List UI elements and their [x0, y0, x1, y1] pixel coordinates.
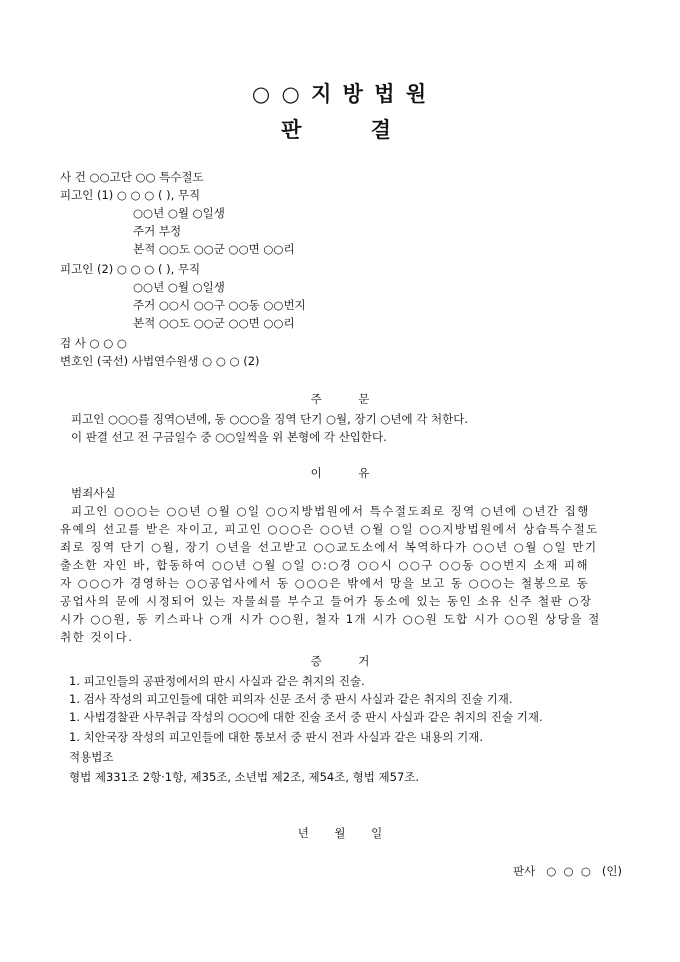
- reasons-heading: 이 유: [310, 466, 370, 480]
- facts-line-4: 출소한 자인 바, 합동하여 ○○년 ○월 ○일 ○:○경 ○○시 ○○구 ○○동 ○○번지 소재 피해: [60, 558, 590, 572]
- evidence-heading: 증 거: [310, 654, 370, 668]
- defendant-1-residence: 주거 부정: [133, 224, 182, 238]
- evidence-item-1: 1. 피고인들의 공판정에서의 판시 사실과 같은 취지의 진술.: [69, 674, 365, 688]
- facts-line-7: 시가 ○○원, 동 키스파나 ○개 시가 ○○원, 철자 1개 시가 ○○원 도합 시가 ○○원 상당을 절: [60, 612, 601, 626]
- judge-signature: 판사 ○ ○ ○ (인): [513, 864, 622, 878]
- facts-line-8: 취한 것이다.: [60, 630, 134, 644]
- judgment-date: 년 월 일: [297, 826, 383, 840]
- facts-line-1: 피고인 ○○○는 ○○년 ○월 ○일 ○○지방법원에서 특수절도죄로 징역 ○년에 ○년간 집행: [71, 504, 590, 518]
- defendant-2-line: 피고인 (2) ○ ○ ○ ( ), 무직: [60, 262, 201, 276]
- defendant-2-residence: 주거 ○○시 ○○구 ○○동 ○○번지: [133, 298, 306, 312]
- evidence-item-3: 1. 사법경찰관 사무취급 작성의 ○○○에 대한 진술 조서 중 판시 사실과 같은 취지의 진술 기재.: [69, 710, 543, 724]
- order-line-1: 피고인 ○○○를 징역○년에, 동 ○○○을 징역 단기 ○월, 장기 ○년에 각 처한다.: [71, 412, 468, 426]
- defendant-2-birth: ○○년 ○월 ○일생: [133, 280, 225, 294]
- evidence-item-2: 1. 검사 작성의 피고인들에 대한 피의자 신문 조서 중 판시 사실과 같은 취지의 진술 기재.: [69, 692, 513, 706]
- document-type: 판 결: [281, 117, 399, 142]
- evidence-item-4: 1. 치안국장 작성의 피고인들에 대한 통보서 중 판시 전과 사실과 같은 내용의 기재.: [69, 730, 483, 744]
- prosecutor-line: 검 사 ○ ○ ○: [60, 336, 127, 350]
- counsel-line: 변호인 (국선) 사법연수원생 ○ ○ ○ (2): [60, 354, 260, 368]
- court-name: ○ ○ 지 방 법 원: [251, 81, 429, 106]
- facts-label: 범죄사실: [71, 486, 116, 500]
- applicable-law-text: 형법 제331조 2항·1항, 제35조, 소년법 제2조, 제54조, 형법 제57조.: [69, 770, 420, 784]
- defendant-1-domicile: 본적 ○○도 ○○군 ○○면 ○○리: [133, 242, 295, 256]
- defendant-1-line: 피고인 (1) ○ ○ ○ ( ), 무직: [60, 188, 201, 202]
- defendant-2-domicile: 본적 ○○도 ○○군 ○○면 ○○리: [133, 316, 295, 330]
- order-line-2: 이 판결 선고 전 구금일수 중 ○○일씩을 위 본형에 각 산입한다.: [71, 430, 387, 444]
- facts-line-5: 자 ○○○가 경영하는 ○○공업사에서 동 ○○○은 밖에서 망을 보고 동 ○○○는 철봉으로 동: [60, 576, 590, 590]
- facts-line-6: 공업사의 문에 시정되어 있는 자물쇠를 부수고 들어가 동소에 있는 동인 소유 신주 철판 ○장: [60, 594, 593, 608]
- order-heading: 주 문: [310, 392, 370, 406]
- applicable-law-label: 적용법조: [69, 750, 114, 764]
- facts-line-2: 유예의 선고를 받은 자이고, 피고인 ○○○은 ○○년 ○월 ○일 ○○지방법원에서 상습특수절도: [60, 522, 599, 536]
- facts-line-3: 죄로 징역 단기 ○월, 장기 ○년을 선고받고 ○○교도소에서 복역하다가 ○○년 ○월 ○일 만기: [60, 540, 598, 554]
- defendant-1-birth: ○○년 ○월 ○일생: [133, 206, 225, 220]
- case-line: 사 건 ○○고단 ○○ 특수절도: [60, 170, 204, 184]
